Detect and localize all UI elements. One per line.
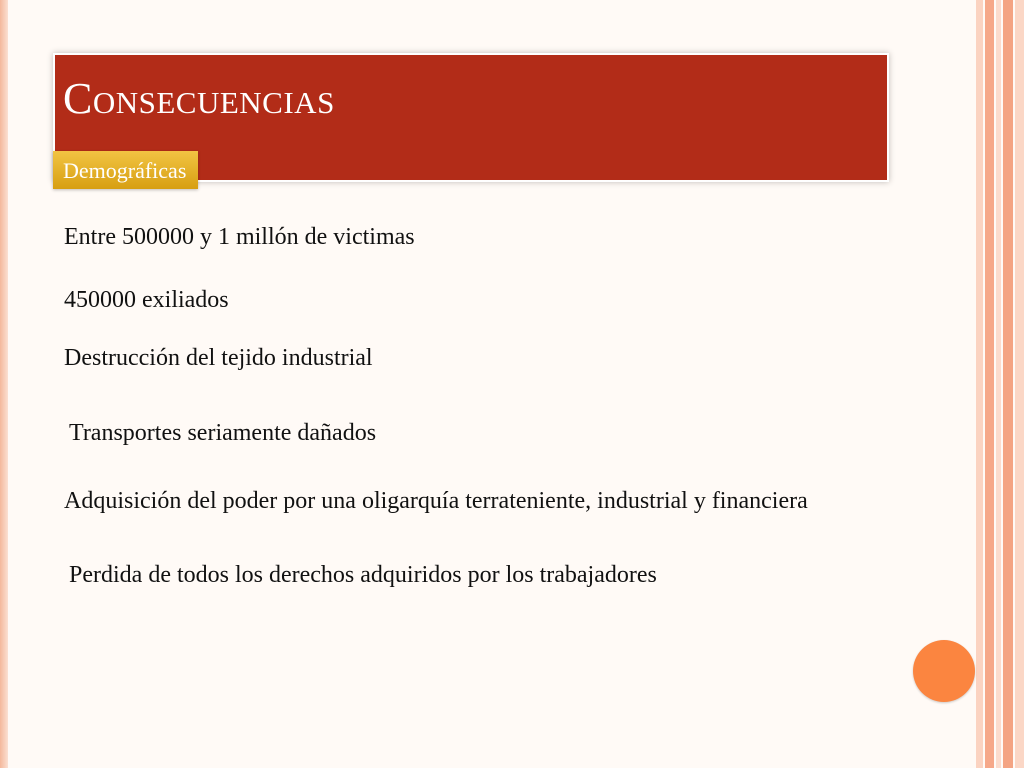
stripe [1015, 0, 1024, 768]
stripe [996, 0, 1001, 768]
bullet-item: Transportes seriamente dañados [69, 420, 377, 446]
left-border-decoration [0, 0, 8, 768]
bullet-item: Entre 500000 y 1 millón de victimas [64, 224, 415, 250]
stripe [985, 0, 994, 768]
stripe [976, 0, 983, 768]
bullet-item: 450000 exiliados [64, 287, 229, 313]
subtitle-tab: Demográficas [53, 151, 198, 189]
stripe [1003, 0, 1013, 768]
right-stripes-decoration [976, 0, 1024, 768]
orange-circle-decoration [913, 640, 975, 702]
bullet-item: Adquisición del poder por una oligarquía terrateniente, industrial y financiera [64, 488, 808, 514]
bullet-item: Perdida de todos los derechos adquiridos por los trabajadores [69, 562, 657, 588]
slide-title: Consecuencias [63, 74, 335, 123]
bullet-item: Destrucción del tejido industrial [64, 345, 373, 371]
